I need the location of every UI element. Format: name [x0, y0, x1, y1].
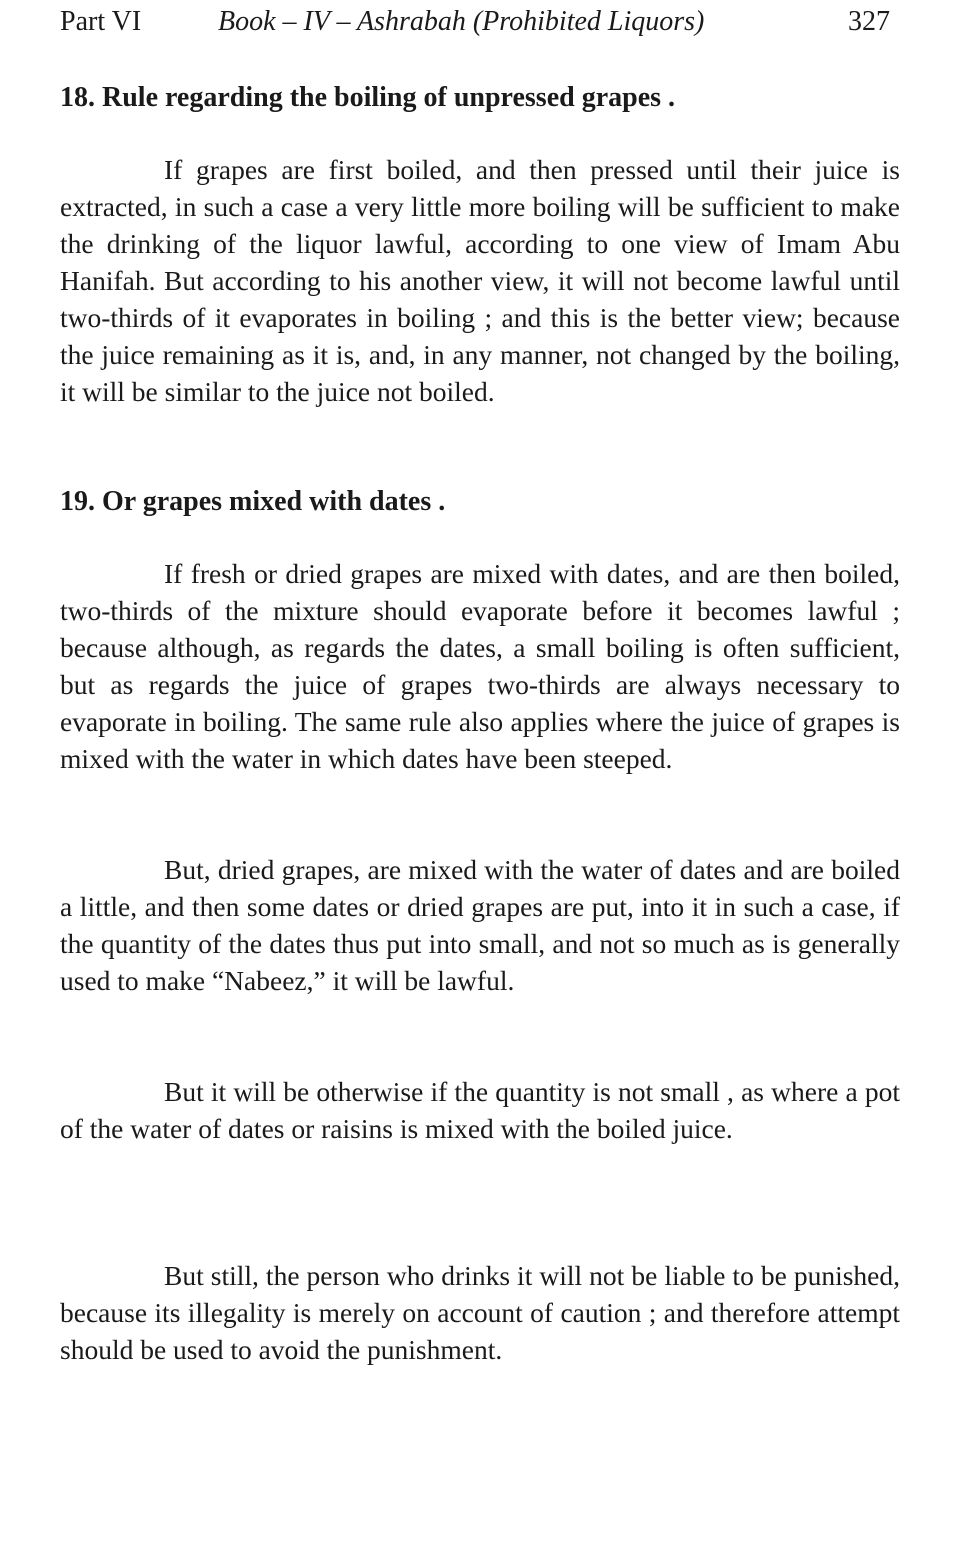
paragraph: But it will be otherwise if the quantity is not small , as where a pot of the water of dates or raisins is mixed with the boiled juice.: [60, 1076, 900, 1144]
paragraph: But still, the person who drinks it will not be liable to be punished, because its illegality is merely on account of caution ; and therefore attempt should be used to avoid the punishment.: [60, 1260, 900, 1365]
running-header: [60, 4, 890, 40]
section-heading-18: 18. Rule regarding the boiling of unpressed grapes .: [60, 82, 676, 113]
paragraph: But, dried grapes, are mixed with the water of dates and are boiled a little, and then some dates or dried grapes are put, into it in such a case, if the quantity of the dates thus put into small, and not so much as is generally used to make “Nabeez,” it will be lawful.: [60, 854, 900, 996]
page-number: 327: [848, 6, 890, 37]
section-heading-19: 19. Or grapes mixed with dates .: [60, 486, 446, 517]
paragraph: If fresh or dried grapes are mixed with dates, and are then boiled, two-thirds of the mixture should evaporate before it becomes lawful ; because although, as regards the dates, a small boiling is often sufficient, but as regards the juice of grapes two-thirds are always necessary to evaporate in boiling. The same rule also applies where the juice of grapes is mixed with the water in which dates have been steeped.: [60, 558, 900, 774]
paragraph: If grapes are first boiled, and then pressed until their juice is extracted, in such a case a very little more boiling will be sufficient to make the drinking of the liquor lawful, according to one view of Imam Abu Hanifah. But according to his another view, it will not become lawful until two-thirds of it evaporates in boiling ; and this is the better view; because the juice remaining as it is, and, in any manner, not changed by the boiling, it will be similar to the juice not boiled.: [60, 154, 900, 407]
book-title: Book – IV – Ashrabah (Prohibited Liquors): [218, 6, 705, 37]
part-label: Part VI: [60, 6, 142, 37]
